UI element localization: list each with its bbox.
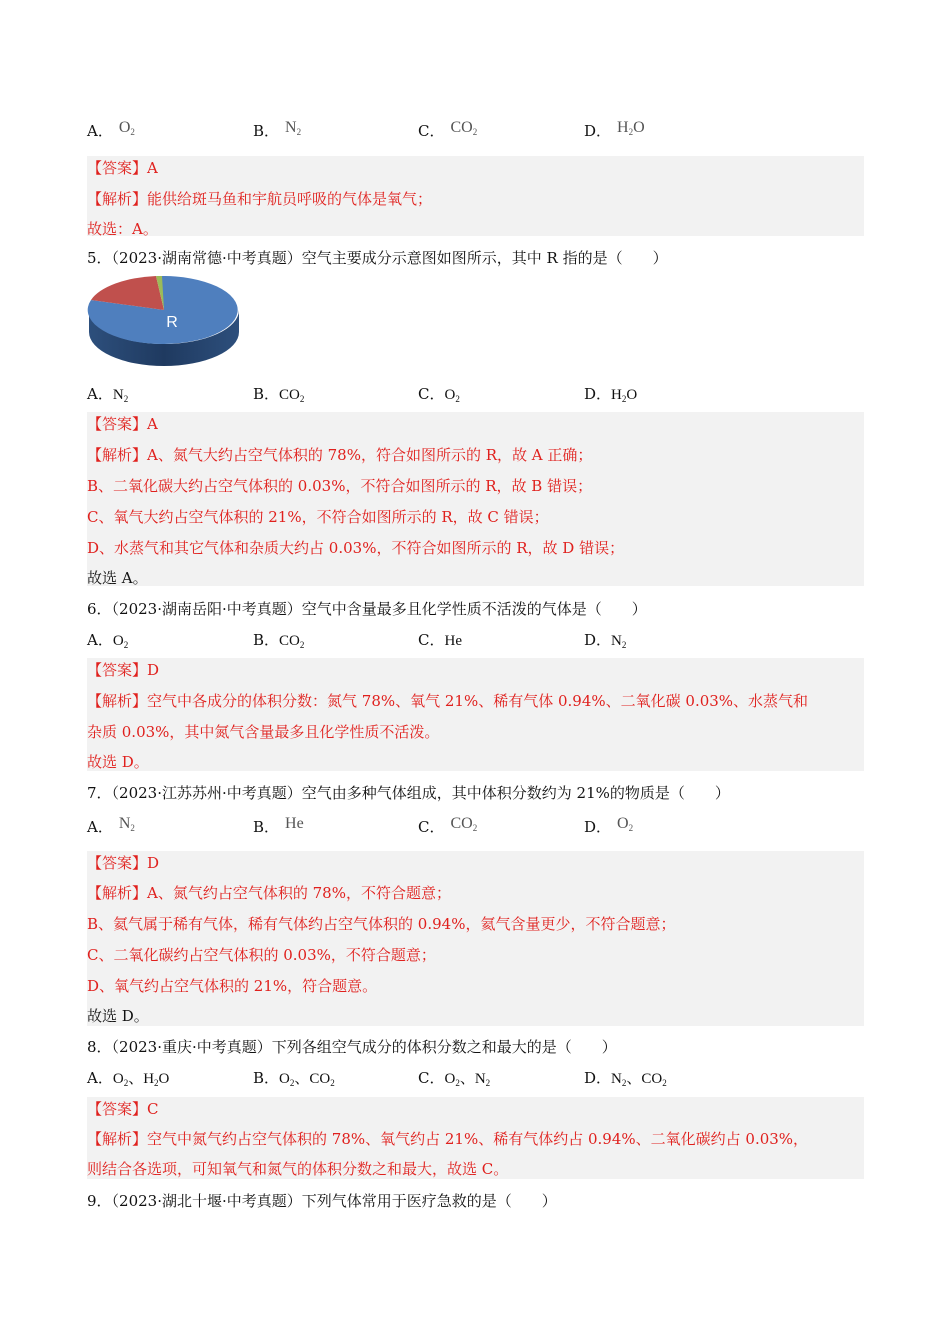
q7-answer: 【答案】D [87, 854, 160, 872]
q8-analysis-2: 则结合各选项，可知氧气和氮气的体积分数之和最大，故选 C。 [87, 1160, 509, 1178]
q5-analysis-2: B、二氧化碳大约占空气体积的 0.03%，不符合如图所示的 R，故 B 错误； [87, 477, 593, 495]
q5-analysis-4: D、水蒸气和其它气体和杂质大约占 0.03%，不符合如图所示的 R，故 D 错误； [87, 539, 625, 557]
q7-option-b [253, 817, 304, 838]
option-letter: C． [418, 122, 445, 140]
q6-analysis-3: 故选 D。 [87, 753, 149, 771]
q4-analysis-2: 故选：A。 [87, 220, 158, 238]
option-formula: $N_2$ [118, 815, 135, 833]
q6-stem: 6．（2023·湖南岳阳·中考真题）空气中含量最多且化学性质不活泼的气体是（ ） [87, 600, 647, 618]
option-letter: B． [253, 631, 280, 649]
option-formula: $O_2$ [112, 633, 129, 650]
q8-answer-box [87, 1097, 864, 1179]
option-formula: $O_2$、$N_2$ [444, 1071, 491, 1088]
q8-stem: 8．（2023·重庆·中考真题）下列各组空气成分的体积分数之和最大的是（ ） [87, 1038, 617, 1056]
q6-option-b [253, 630, 304, 651]
q5-answer: 【答案】A [87, 415, 158, 433]
q7-option-d [584, 817, 633, 838]
q4-answer: 【答案】A [87, 159, 158, 177]
q7-option-c [418, 817, 477, 838]
option-formula: He [285, 815, 304, 832]
q7-answer-box [87, 851, 864, 1026]
q5-answer-box [87, 412, 864, 586]
option-letter: B． [253, 818, 280, 836]
q6-option-a [87, 630, 128, 651]
option-formula: $N_2$ [285, 119, 302, 137]
q7-analysis-4: D、氧气约占空气体积的 21%，符合题意。 [87, 977, 378, 995]
option-letter: A． [87, 122, 113, 140]
option-formula: $CO_2$ [279, 387, 305, 404]
q5-analysis-3: C、氧气大约占空气体积的 21%，不符合如图所示的 R，故 C 错误； [87, 508, 549, 526]
option-formula: He [444, 633, 462, 649]
q4-option-a [87, 121, 135, 142]
option-formula: $O_2$ [444, 387, 460, 404]
q8-option-c [418, 1068, 490, 1089]
q7-analysis-2: B、氦气属于稀有气体，稀有气体约占空气体积的 0.94%，氦气含量更少，不符合题意； [87, 915, 676, 933]
option-letter: D． [584, 122, 612, 140]
option-letter: A． [87, 385, 113, 403]
option-letter: D． [584, 385, 612, 403]
option-formula: $O_2$、$CO_2$ [279, 1071, 335, 1088]
q5-option-d [584, 384, 637, 405]
option-letter: A． [87, 631, 113, 649]
pie-label-r: R [166, 314, 178, 331]
option-letter: A． [87, 1069, 113, 1087]
q4-option-d [584, 121, 645, 142]
q6-option-d [584, 630, 626, 651]
q6-analysis-2: 杂质 0.03%，其中氮气含量最多且化学性质不活泼。 [87, 723, 440, 741]
option-letter: C． [418, 1069, 445, 1087]
q8-option-b [253, 1068, 335, 1089]
q7-analysis-5: 故选 D。 [87, 1007, 149, 1025]
option-letter: B． [253, 385, 280, 403]
q7-analysis-3: C、二氧化碳约占空气体积的 0.03%，不符合题意； [87, 946, 436, 964]
option-formula: $N_2$ [611, 633, 627, 650]
q5-stem: 5．（2023·湖南常德·中考真题）空气主要成分示意图如图所示，其中 R 指的是（ ） [87, 249, 668, 267]
option-formula: $H_2O$ [611, 387, 638, 404]
option-letter: B． [253, 1069, 280, 1087]
option-formula: $O_2$ [118, 119, 135, 137]
q5-option-c [418, 384, 460, 405]
q5-option-a [87, 384, 128, 405]
option-formula: $N_2$ [112, 387, 129, 404]
option-letter: C． [418, 385, 445, 403]
q8-option-a [87, 1068, 169, 1089]
q4-option-c [418, 121, 477, 142]
option-formula: $O_2$、$H_2O$ [112, 1071, 170, 1088]
option-letter: B． [253, 122, 280, 140]
q7-stem: 7．（2023·江苏苏州·中考真题）空气由多种气体组成，其中体积分数约为 21%的物质是（ ） [87, 784, 730, 802]
q4-analysis-1: 【解析】能供给斑马鱼和宇航员呼吸的气体是氧气； [87, 190, 433, 208]
q5-analysis-1: 【解析】A、氮气大约占空气体积的 78%，符合如图所示的 R，故 A 正确； [87, 446, 593, 464]
option-letter: A． [87, 818, 113, 836]
q6-option-c [418, 630, 462, 651]
q8-option-d [584, 1068, 667, 1089]
q5-option-b [253, 384, 304, 405]
option-formula: $CO_2$ [450, 119, 478, 137]
q8-answer: 【答案】C [87, 1100, 159, 1118]
q7-analysis-1: 【解析】A、氮气约占空气体积的 78%，不符合题意； [87, 884, 451, 902]
option-formula: $O_2$ [617, 815, 634, 833]
q8-analysis-1: 【解析】空气中氮气约占空气体积的 78%、氧气约占 21%、稀有气体约占 0.94%、二氧化碳约占 0.03%， [87, 1130, 809, 1148]
air-composition-pie [86, 276, 242, 370]
q6-answer: 【答案】D [87, 661, 160, 679]
option-formula: $N_2$、$CO_2$ [611, 1071, 667, 1088]
option-formula: $H_2O$ [617, 119, 645, 137]
option-letter: C． [418, 631, 445, 649]
q4-answer-box [87, 156, 864, 236]
q5-analysis-5: 故选 A。 [87, 569, 148, 587]
q6-analysis-1: 【解析】空气中各成分的体积分数：氮气 78%、氧气 21%、稀有气体 0.94%、二氧化碳 0.03%、水蒸气和 [87, 692, 809, 710]
option-letter: D． [584, 1069, 612, 1087]
q4-option-b [253, 121, 301, 142]
option-letter: D． [584, 631, 612, 649]
option-letter: D． [584, 818, 612, 836]
option-letter: C． [418, 818, 445, 836]
option-formula: $CO_2$ [450, 815, 478, 833]
q6-answer-box [87, 658, 864, 771]
q9-stem: 9．（2023·湖北十堰·中考真题）下列气体常用于医疗急救的是（ ） [87, 1192, 557, 1210]
q7-option-a [87, 817, 135, 838]
option-formula: $CO_2$ [279, 633, 305, 650]
